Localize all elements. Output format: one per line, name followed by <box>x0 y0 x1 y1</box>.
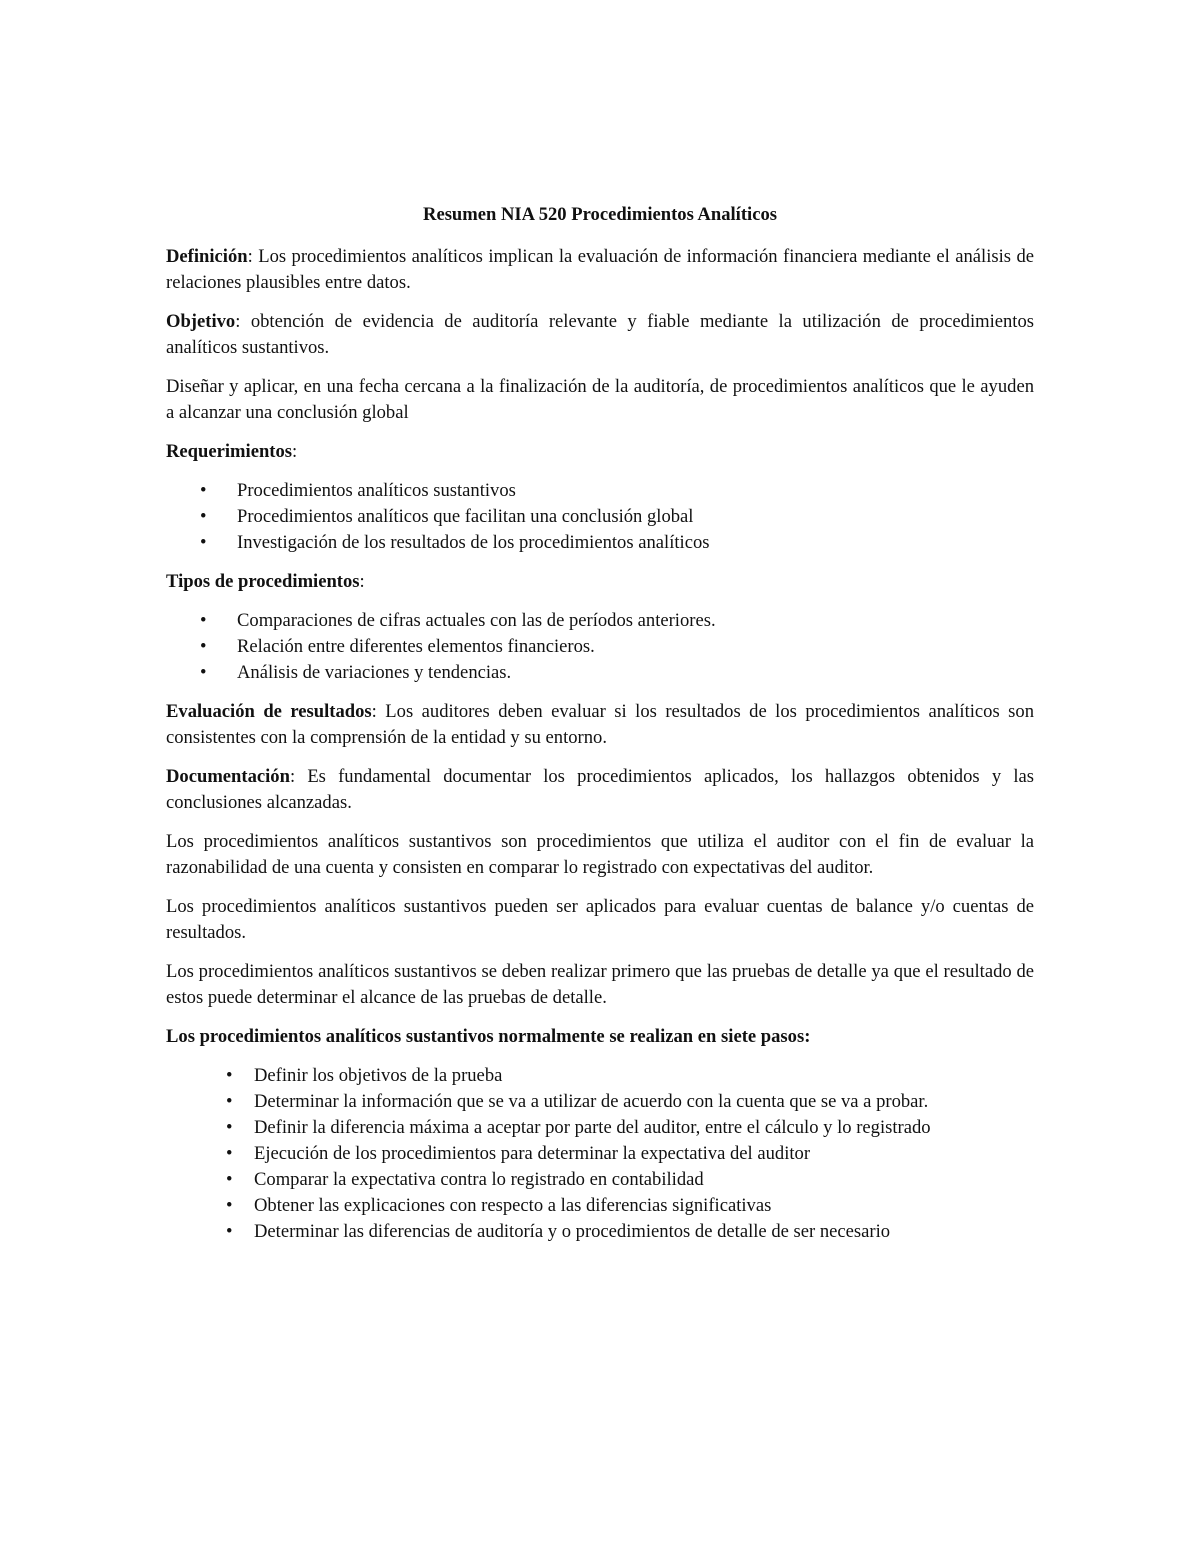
list-item-text: Determinar las diferencias de auditoría y o procedimientos de detalle de ser necesario <box>254 1221 891 1242</box>
requerimientos-heading <box>166 439 1034 465</box>
objetivo-text: : obtención de evidencia de auditoría relevante y fiable mediante la utilización de procedimientos analíticos sustantivos. <box>166 311 1034 358</box>
bullet-icon: • <box>226 1065 233 1086</box>
list-item <box>166 1167 1034 1193</box>
list-item <box>166 1141 1034 1167</box>
definicion-paragraph <box>166 244 1034 296</box>
list-item-text: Comparaciones de cifras actuales con las de períodos anteriores. <box>237 610 716 631</box>
bullet-icon: • <box>200 636 207 657</box>
documentacion-paragraph <box>166 764 1034 816</box>
evaluacion-label: Evaluación de resultados <box>166 701 372 722</box>
list-item <box>166 478 1034 504</box>
list-item <box>166 1193 1034 1219</box>
list-item-text: Procedimientos analíticos que facilitan una conclusión global <box>237 506 694 527</box>
requerimientos-list <box>166 478 1034 556</box>
body-paragraph: Los procedimientos analíticos sustantivos se deben realizar primero que las pruebas de detalle ya que el resultado de estos puede determinar el alcance de las pruebas de detalle. <box>166 961 1034 1008</box>
list-item <box>166 660 1034 686</box>
definicion-label: Definición <box>166 246 248 267</box>
disenar-paragraph: Diseñar y aplicar, en una fecha cercana a la finalización de la auditoría, de procedimientos analíticos que le ayuden a alcanzar una conclusión global <box>166 376 1034 423</box>
bullet-icon: • <box>226 1221 233 1242</box>
bullet-icon: • <box>200 610 207 631</box>
list-item-text: Determinar la información que se va a utilizar de acuerdo con la cuenta que se va a probar. <box>254 1091 929 1112</box>
bullet-icon: • <box>226 1195 233 1216</box>
objetivo-label: Objetivo <box>166 311 236 332</box>
bullet-icon: • <box>226 1169 233 1190</box>
pasos-list <box>166 1063 1034 1245</box>
tipos-suffix: : <box>359 571 365 592</box>
documentacion-text: : Es fundamental documentar los procedimientos aplicados, los hallazgos obtenidos y las conclusiones alcanzadas. <box>166 766 1034 813</box>
list-item <box>166 1063 1034 1089</box>
objetivo-paragraph <box>166 309 1034 361</box>
tipos-list <box>166 608 1034 686</box>
list-item-text: Comparar la expectativa contra lo registrado en contabilidad <box>254 1169 704 1190</box>
list-item <box>166 1115 1034 1141</box>
document-title: Resumen NIA 520 Procedimientos Analíticos <box>423 204 777 225</box>
bullet-icon: • <box>200 480 207 501</box>
list-item-text: Obtener las explicaciones con respecto a las diferencias significativas <box>254 1195 772 1216</box>
body-paragraph: Los procedimientos analíticos sustantivos pueden ser aplicados para evaluar cuentas de balance y/o cuentas de resultados. <box>166 896 1034 943</box>
document-page <box>166 202 1034 1258</box>
list-item-text: Análisis de variaciones y tendencias. <box>237 662 512 683</box>
list-item <box>166 634 1034 660</box>
list-item <box>166 504 1034 530</box>
tipos-label: Tipos de procedimientos <box>166 571 360 592</box>
list-item-text: Procedimientos analíticos sustantivos <box>237 480 516 501</box>
list-item <box>166 530 1034 556</box>
list-item-text: Definir la diferencia máxima a aceptar por parte del auditor, entre el cálculo y lo registrado <box>254 1117 931 1138</box>
documentacion-label: Documentación <box>166 766 290 787</box>
bullet-icon: • <box>226 1091 233 1112</box>
bullet-icon: • <box>226 1117 233 1138</box>
pasos-heading <box>166 1024 1034 1050</box>
bullet-icon: • <box>200 506 207 527</box>
body-paragraph: Los procedimientos analíticos sustantivos son procedimientos que utiliza el auditor con el fin de evaluar la razonabilidad de una cuenta y consisten en comparar lo registrado con expectativas del auditor. <box>166 831 1034 878</box>
list-item <box>166 608 1034 634</box>
requerimientos-label: Requerimientos <box>166 441 293 462</box>
evaluacion-paragraph <box>166 699 1034 751</box>
bullet-icon: • <box>226 1143 233 1164</box>
bullet-icon: • <box>200 532 207 553</box>
list-item <box>166 1089 1034 1115</box>
list-item <box>166 1219 1034 1245</box>
tipos-heading <box>166 569 1034 595</box>
list-item-text: Investigación de los resultados de los procedimientos analíticos <box>237 532 710 553</box>
list-item-text: Relación entre diferentes elementos financieros. <box>237 636 595 657</box>
list-item-text: Ejecución de los procedimientos para determinar la expectativa del auditor <box>254 1143 811 1164</box>
bullet-icon: • <box>200 662 207 683</box>
list-item-text: Definir los objetivos de la prueba <box>254 1065 503 1086</box>
requerimientos-suffix: : <box>292 441 298 462</box>
pasos-label: Los procedimientos analíticos sustantivos normalmente se realizan en siete pasos: <box>166 1026 811 1047</box>
evaluacion-text: : Los auditores deben evaluar si los resultados de los procedimientos analíticos son consistentes con la comprensión de la entidad y su entorno. <box>166 701 1034 748</box>
definicion-text: : Los procedimientos analíticos implican la evaluación de información financiera mediante el análisis de relaciones plausibles entre datos. <box>166 246 1034 293</box>
